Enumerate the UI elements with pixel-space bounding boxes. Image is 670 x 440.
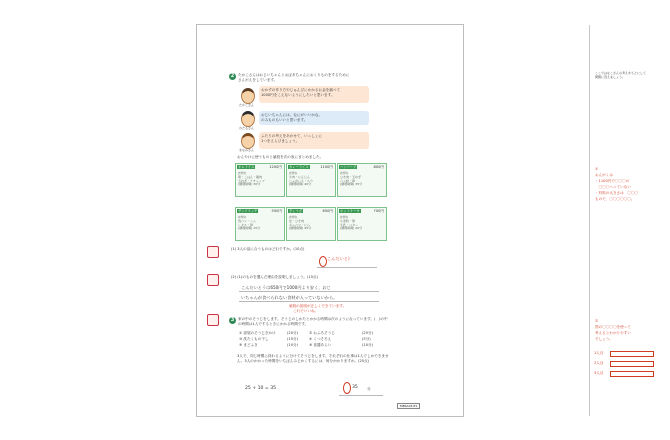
- menu-card-price: 1200円: [269, 165, 282, 169]
- menu-caption: おんやけに使うものと値段を次の表にまとめました。: [237, 155, 324, 159]
- subquestion-1-answer: こんだいと): [327, 256, 350, 261]
- bar-row-label-1: 1人目: [594, 351, 604, 355]
- speech-2-line-2: のみものもいいと思います。: [261, 118, 308, 122]
- bar-row-label-2: 2人目: [594, 361, 604, 365]
- speech-3-line-1: ふたりの考えをあわせて、いっしょに: [261, 134, 323, 138]
- menu-card-line: レタス・卵: [238, 222, 253, 227]
- menu-card-line: (材料): [340, 171, 349, 175]
- speech-2-line-1: おじいちゃんには、なにがいいかな。: [261, 113, 323, 117]
- score-stamp-icon: [207, 314, 219, 326]
- menu-card-line: (材料): [340, 215, 349, 219]
- answer-line: [239, 291, 379, 292]
- menu-card-line: (調理時間) 30分: [238, 182, 261, 187]
- menu-card-line: 玉ねぎ・ケチャップ: [238, 178, 265, 183]
- answer-line: [239, 301, 379, 302]
- menu-card-line: ひき肉・玉ねぎ: [340, 174, 362, 179]
- sidebar-red-note-1-line: ・1100円で〇〇〇の: [595, 179, 630, 183]
- question-3-unit: 分: [367, 387, 371, 391]
- menu-card-line: 食パン・ハム: [238, 218, 257, 223]
- teacher-feedback-line-1: 値段の説明が正しくできています。: [289, 304, 347, 308]
- menu-card-line: (調理時間) 15分: [238, 226, 261, 231]
- question-2-badge: 2: [230, 73, 235, 79]
- subquestion-2-answer-line-1: こんだいとうは650円で1000円より安く、おじ: [241, 285, 331, 290]
- answer-circle: [319, 256, 327, 267]
- sidebar-red-note-1-line: ・材料の大きさは 〇〇〇: [595, 191, 639, 195]
- menu-card-title: ぎょうざ: [289, 209, 303, 213]
- task-left-1: ① 部屋のそうじきかけ: [239, 331, 276, 335]
- sidebar-red-note-1-line: 〇〇〇へっていない: [595, 185, 631, 189]
- menu-card-title: オムライス: [238, 165, 255, 169]
- answer-underline: [317, 267, 377, 268]
- person-2-name: わたるさん: [239, 126, 255, 130]
- task-left-2: ③ 洗たくもの干し: [239, 337, 269, 341]
- sidebar-red-note-1-line: ①: [595, 167, 599, 171]
- menu-card-6: [337, 207, 387, 241]
- speech-1-line-1: おかずの作り方やじゅんびにかかるお金を調べて: [261, 88, 341, 92]
- menu-card-1: [235, 163, 285, 197]
- score-stamp-icon: [207, 274, 219, 286]
- girl-avatar-icon: [241, 88, 255, 104]
- task-left-3: ⑤ まどふき: [239, 343, 258, 347]
- menu-card-line: 小麦粉・卵: [340, 218, 356, 223]
- sidebar-note-line-2: 問題に答えましょう。: [595, 75, 626, 79]
- subquestion-2-answer-line-2: いちゃんが食べられない食材が入っていないから。: [241, 295, 338, 300]
- menu-card-line: キャベツ・にら: [289, 222, 311, 227]
- worksheet-page: [196, 24, 647, 417]
- subquestion-2-label: (2) (1)のものを選んだ理由を説明しましょう。(15点): [231, 275, 318, 279]
- question-3-desc-line-1: 3人で、同じ時間に終わるように分けてそうじをします。それぞれの仕事は1人でしかできませ: [237, 354, 389, 358]
- sidebar-red-note-2-line: でしょう。: [595, 337, 613, 341]
- task-right-2: ④ くつそろえ: [309, 337, 332, 341]
- bar-row-1: [610, 351, 654, 357]
- menu-card-5: [286, 207, 336, 241]
- question-2-intro-line-1: たかこさんはおじいちゃんとおばあちゃんにおくりものをするために: [238, 73, 350, 77]
- task-left-time-3: (10分): [287, 343, 298, 347]
- menu-card-3: [337, 163, 387, 197]
- formula-work: 25 + 10 = 35: [245, 386, 277, 391]
- task-right-time-3: (10分): [362, 343, 373, 347]
- question-3-badge: 3: [230, 317, 235, 323]
- menu-card-line: じゃがいも・ルウ: [289, 178, 314, 183]
- person-3-name: まなみさん: [239, 148, 255, 152]
- question-2-intro-line-2: さんがえをしています。: [238, 78, 278, 82]
- person-1-name: たかこさん: [239, 103, 255, 107]
- teacher-sidebar: [589, 25, 660, 416]
- menu-card-line: 牛肉・にんじん: [289, 174, 311, 179]
- menu-card-title: ホットケーキ: [340, 209, 360, 213]
- menu-card-4: [235, 207, 285, 241]
- menu-card-line: (調理時間) 40分: [289, 182, 312, 187]
- menu-card-line: 皮・ひき肉: [289, 218, 305, 223]
- menu-card-line: (調理時間) 20分: [340, 226, 363, 231]
- task-right-time-2: (5分): [362, 337, 371, 341]
- task-right-1: ② おふろそうじ: [309, 331, 335, 335]
- question-3-desc-line-2: ん。3人のかかった時間をいちばんみじかくするには、何分かかりますか。(25点): [237, 359, 370, 363]
- menu-card-price: 700円: [373, 209, 384, 213]
- menu-card-price: 800円: [373, 165, 384, 169]
- menu-card-line: パン粉・卵: [340, 178, 356, 183]
- question-3-intro-line-1: 家の中のそうじをします。そうじのしかたとかかる時間は次のようになっています。( )の中: [238, 317, 388, 321]
- task-right-3: ⑥ 食器あらい: [309, 343, 332, 347]
- menu-card-line: 牛乳・バター: [340, 222, 359, 227]
- menu-card-line: 卵・ごはん・鶏肉: [238, 174, 263, 179]
- menu-card-line: (調理時間) 35分: [340, 182, 363, 187]
- child-avatar-icon: [241, 133, 255, 149]
- answer-circle: [343, 382, 351, 394]
- menu-card-line: (材料): [289, 215, 298, 219]
- menu-card-title: カレーライス: [289, 165, 309, 169]
- menu-card-line: (材料): [238, 215, 247, 219]
- sidebar-red-note-2-line: 考えるとわかりやすい: [595, 331, 631, 335]
- speech-1-line-2: 1000円をこえないようにしたいと思います。: [261, 93, 335, 97]
- question-3-intro-line-2: の時間は1人でするときにかかる時間です。: [238, 322, 309, 326]
- score-stamp-icon: [207, 246, 219, 258]
- menu-card-line: (材料): [289, 171, 298, 175]
- answer-underline: [339, 395, 383, 396]
- sidebar-red-note-1-line: もので、〇〇〇〇〇〇。: [595, 197, 635, 201]
- boy-avatar-icon: [241, 111, 255, 127]
- menu-card-price: 1100円: [320, 165, 333, 169]
- question-3-answer: 35: [352, 385, 358, 390]
- menu-card-2: [286, 163, 336, 197]
- menu-card-price: 550円: [271, 209, 282, 213]
- sidebar-red-note-2-line: ②: [595, 319, 599, 323]
- sidebar-note-line-1: ここではなこさんの考えをもとにして: [595, 71, 647, 75]
- sidebar-red-note-2-line: 図の〇〇〇〇を使って: [595, 325, 631, 329]
- teacher-feedback-line-2: これでいいね。: [293, 309, 319, 313]
- footer-code: MBSA03-E1: [397, 403, 420, 409]
- menu-card-title: サンドイッチ: [238, 209, 258, 213]
- speech-3-line-2: 1つをえらびましょう。: [261, 139, 300, 143]
- subquestion-1-label: (1) 3人の話に合うものはどれですか。(10点): [231, 247, 305, 251]
- bar-row-3: [610, 371, 654, 377]
- menu-card-title: ハンバーグ: [340, 165, 357, 169]
- task-left-time-1: (20分): [287, 331, 298, 335]
- task-right-time-1: (25分): [362, 331, 373, 335]
- bar-row-2: [610, 361, 654, 367]
- menu-card-line: (材料): [238, 171, 247, 175]
- menu-card-line: (調理時間) 45分: [289, 226, 312, 231]
- menu-card-price: 650円: [322, 209, 333, 213]
- bar-row-label-3: 3人目: [594, 371, 604, 375]
- task-left-time-2: (15分): [287, 337, 298, 341]
- sidebar-red-note-1-line: おんがくは: [595, 173, 613, 177]
